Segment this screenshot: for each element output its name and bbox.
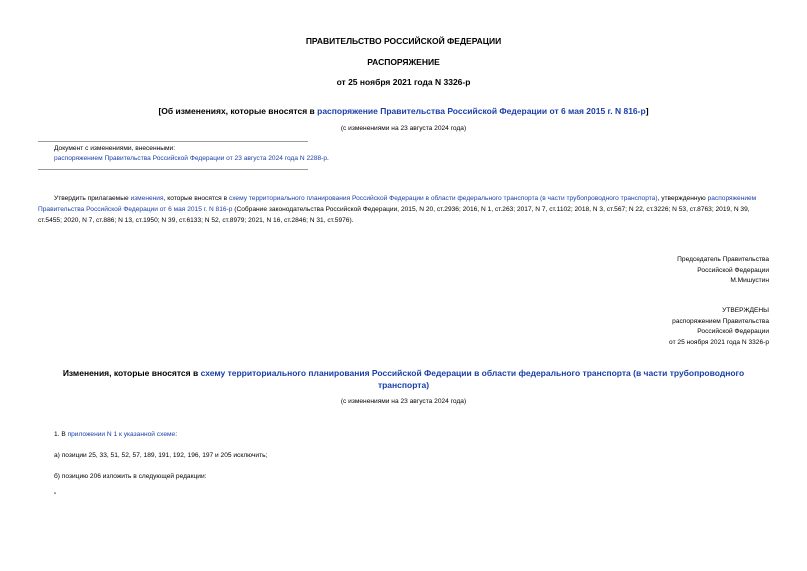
signature-block bbox=[677, 255, 769, 287]
changes-title bbox=[40, 367, 767, 391]
document-title bbox=[0, 106, 807, 116]
body-text-1: Утвердить прилагаемые bbox=[54, 195, 131, 202]
item-1-prefix: 1. В bbox=[54, 431, 68, 438]
item-1-link-appendix[interactable]: приложении N 1 к указанной схеме bbox=[67, 431, 176, 438]
quote-mark: " bbox=[54, 492, 57, 499]
org-heading: ПРАВИТЕЛЬСТВО РОССИЙСКОЙ ФЕДЕРАЦИИ bbox=[305, 36, 502, 46]
item-1 bbox=[54, 430, 177, 441]
title-link-order-816[interactable]: распоряжение Правительства Российской Федерации от 6 мая 2015 г. N 816-р bbox=[317, 106, 646, 116]
changes-box-label: Документ с изменениями, внесенными: bbox=[54, 145, 176, 152]
approved-block bbox=[669, 306, 769, 348]
changes-box-top-rule bbox=[38, 141, 308, 142]
item-a: а) позиции 25, 33, 51, 52, 57, 189, 191, 192, 196, 197 и 205 исключить; bbox=[54, 452, 268, 459]
changes-box-suffix: . bbox=[327, 155, 329, 162]
signature-position: Председатель Правительства bbox=[677, 256, 769, 263]
body-text-2: , которые вносятся в bbox=[163, 195, 229, 202]
approved-by: распоряжением Правительства bbox=[672, 317, 769, 325]
amended-note: (с изменениями на 23 августа 2024 года) bbox=[340, 125, 467, 132]
body-link-changes[interactable]: изменения bbox=[130, 195, 164, 202]
changes-box-entry bbox=[54, 154, 329, 165]
signature-country: Российской Федерации bbox=[697, 266, 769, 274]
item-1-suffix: : bbox=[175, 431, 178, 438]
body-link-scheme[interactable]: схему территориального планирования Российской Федерации в области федерального транспорта (в части трубопроводного транспорта) bbox=[228, 195, 658, 202]
changes-box-bottom-rule bbox=[38, 169, 308, 170]
changes-title-text: Изменения, которые вносятся в bbox=[62, 368, 201, 378]
changes-title-link-scheme[interactable]: схему территориального планирования Российской Федерации в области федерального транспорта (в части трубопроводного транспорта) bbox=[200, 368, 745, 390]
body-link-order-816[interactable]: распоряжением Правительства Российской Федерации от 6 мая 2015 г. N 816-р bbox=[38, 195, 757, 213]
body-text-3: , утвержденную bbox=[657, 195, 708, 202]
item-b: б) позицию 206 изложить в следующей редакции: bbox=[54, 473, 207, 480]
signature-name: М.Мишустин bbox=[730, 277, 769, 284]
doc-type-heading: РАСПОРЯЖЕНИЕ bbox=[367, 57, 440, 67]
doc-date-number: от 25 ноября 2021 года N 3326-р bbox=[336, 77, 471, 87]
title-close: ] bbox=[645, 106, 649, 116]
changes-box-link-2288[interactable]: распоряжением Правительства Российской Федерации от 23 августа 2024 года N 2288-р bbox=[54, 155, 328, 162]
approved-date: от 25 ноября 2021 года N 3326-р bbox=[669, 338, 769, 346]
changes-amended-note: (с изменениями на 23 августа 2024 года) bbox=[340, 398, 467, 405]
title-open: [Об изменениях, которые вносятся в bbox=[158, 106, 318, 116]
body-text-4: (Собрание законодательства Российской Федерации, 2015, N 20, ст.2936; 2016, N 1, ст.263; 2017, N 7, ст.1102; 2018, N 3, ст.567; N 22, ст.3226; N 53, ст.8763; 2019, N 39, ст.5455; 2020, N 7, ст.886; N 13, ст.1950; N 39, ст.6133; N 52, ст.8979; 2021, N 16, ст.2846; N 31, ст.5976). bbox=[38, 206, 750, 224]
approved-heading: УТВЕРЖДЕНЫ bbox=[722, 307, 769, 314]
approved-country: Российской Федерации bbox=[697, 328, 769, 335]
body-paragraph bbox=[38, 193, 768, 226]
